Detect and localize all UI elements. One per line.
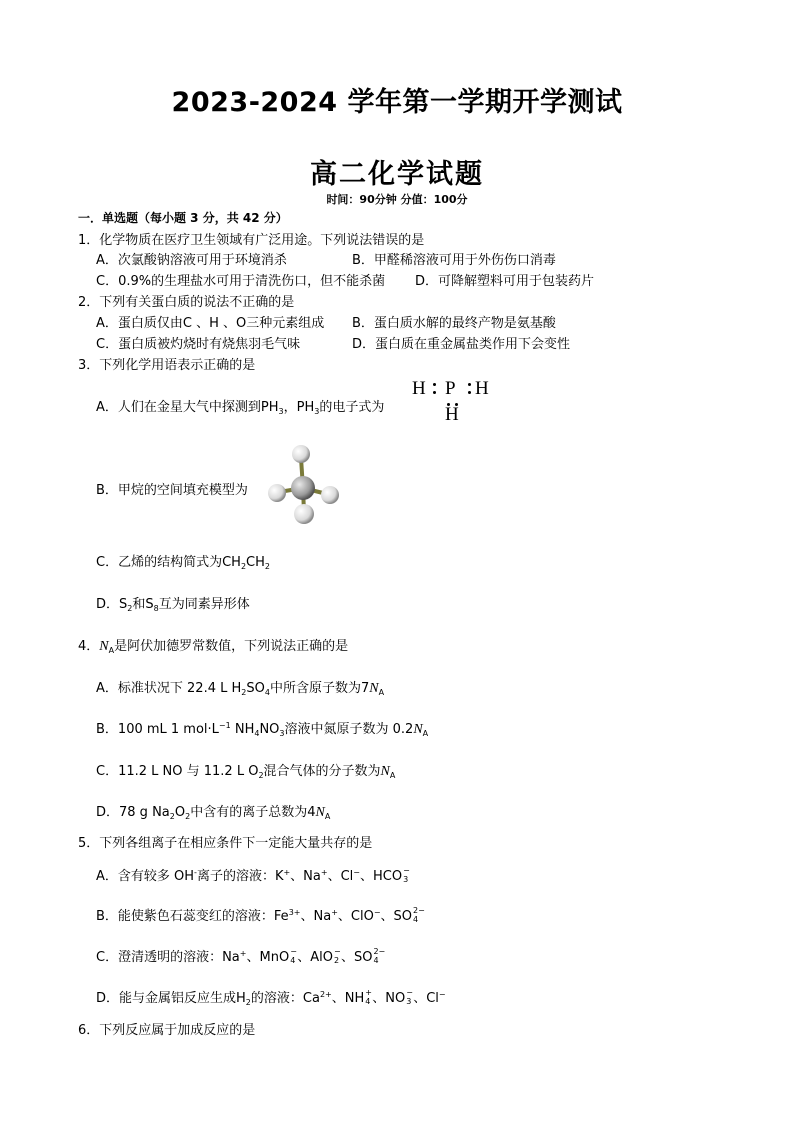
q5-option-c: C．澄清透明的溶液：Na+、MnO − 4 、AlO − 2 、SO 2− 4 <box>96 946 386 965</box>
ph3-p: P <box>445 378 456 399</box>
h-atom <box>268 484 286 502</box>
q1-stem: 1．化学物质在医疗卫生领域有广泛用途。下列说法错误的是 <box>78 233 425 248</box>
section-heading: 一．单选题（每小题 3 分，共 42 分） <box>78 211 288 225</box>
q3-option-a: A．人们在金星大气中探测到$PH_3$，$PH_3$的电子式为 <box>96 400 385 416</box>
q4-option-d: D．78 g $Na_2O_2$中含有的离子总数为$4N_A$ <box>96 805 331 821</box>
q3-option-c: C．乙烯的结构简式为$CH_2CH_2$ <box>96 555 270 571</box>
q5-option-a: A．含有较多 OH-离子的溶液：K+、Na+、Cl−、HCO − 3 <box>96 865 410 884</box>
q5-stem: 5．下列各组离子在相应条件下一定能大量共存的是 <box>78 836 373 851</box>
ph3-h-left: H <box>412 378 426 399</box>
exam-subtitle: 高二化学试题 <box>310 159 484 190</box>
h-atom <box>294 504 314 524</box>
q6-stem: 6．下列反应属于加成反应的是 <box>78 1023 256 1038</box>
q3-stem: 3．下列化学用语表示正确的是 <box>78 358 256 373</box>
q1-option-d: D．可降解塑料可用于包装药片 <box>415 274 595 289</box>
q3-option-d: D．$S_2$和$S_8$互为同素异形体 <box>96 597 250 613</box>
h-atom <box>292 445 310 463</box>
h-atom <box>321 486 339 504</box>
q2-option-d: D．蛋白质在重金属盐类作用下会变性 <box>352 337 571 352</box>
methane-model-image <box>268 440 348 526</box>
q2-option-c: C．蛋白质被灼烧时有烧焦羽毛气味 <box>96 337 301 352</box>
q2-option-a: A．蛋白质仅由C 、H 、O三种元素组成 <box>96 316 325 331</box>
ph3-electron-formula <box>412 378 492 428</box>
q4-option-c: C．11.2 L NO 与 11.2 L $O_2$混合气体的分子数为$N_A$ <box>96 764 396 780</box>
q2-option-b: B．蛋白质水解的最终产物是氨基酸 <box>352 316 556 331</box>
q1-option-a: A．次氯酸钠溶液可用于环境消杀 <box>96 253 287 268</box>
q1-option-b: B．甲醛稀溶液可用于外伤伤口消毒 <box>352 253 556 268</box>
q2-stem: 2．下列有关蛋白质的说法不正确的是 <box>78 295 295 310</box>
q4-stem: 4．$N_A$是阿伏加德罗常数值，下列说法正确的是 <box>78 639 349 655</box>
q1-option-c: C．0.9%的生理盐水可用于清洗伤口，但不能杀菌 <box>96 274 386 289</box>
ph3-h-bottom: H <box>445 404 459 425</box>
q5-option-b: B．能使紫色石蕊变红的溶液：$Fe^{3+}$、Na+、ClO−、SO 2− 4 <box>96 905 425 924</box>
q4-option-b: B．100 mL 1 $mol\cdot L^{-1}$ $NH_4NO_3$溶液中氮原子数为 $0.2N_A$ <box>96 721 429 738</box>
q4-option-a: A．标准状况下 22.4 L $H_2SO_4$中所含原子数为$7N_A$ <box>96 681 385 697</box>
page-title: 2023-2024 学年第一学期开学测试 <box>171 87 623 118</box>
time-score-line: 时间：90分钟 分值：100分 <box>326 193 468 206</box>
q3-option-b: B．甲烷的空间填充模型为 <box>96 483 248 498</box>
q5-option-d: D．能与金属铝反应生成$H_2$的溶液：$Ca^{2+}$、NH + 4 、NO − 3 、Cl− <box>96 987 446 1007</box>
c-atom <box>291 476 315 500</box>
ph3-h-right: H <box>475 378 489 399</box>
